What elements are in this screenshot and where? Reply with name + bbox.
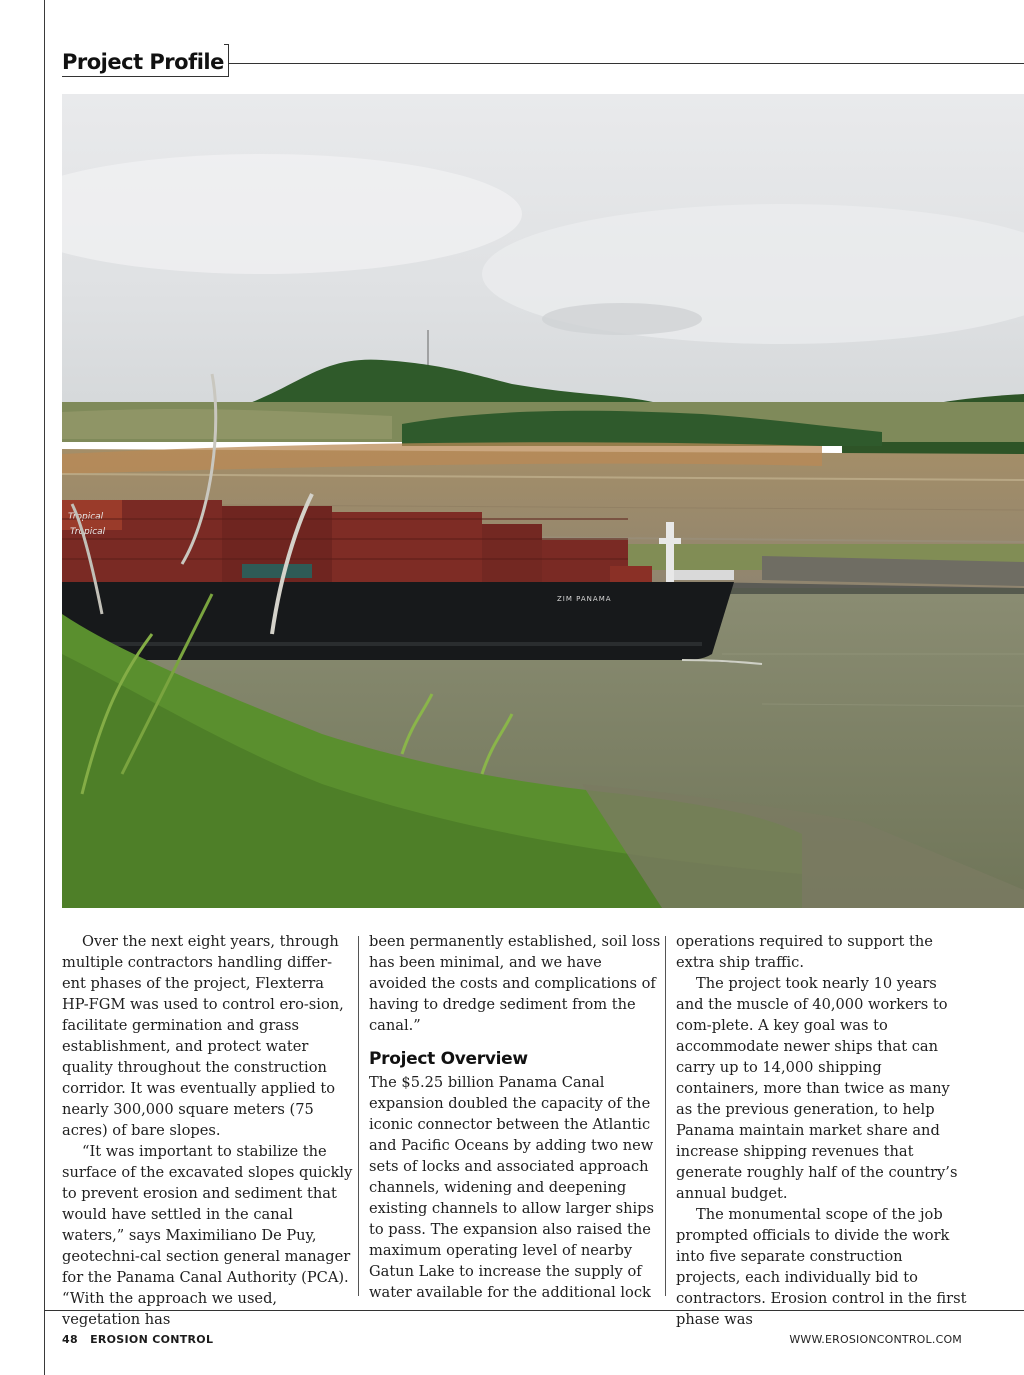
paragraph: The monumental scope of the job prompted officials to divide the work into five separate construction projects, each individually bid to contractors. Erosion control in the first phase was [676, 1206, 967, 1328]
paragraph: The project took nearly 10 years and the muscle of 40,000 workers to com-plete. A key goal was to accommodate newer ships that can carry up to 14,000 shipping containers, more than twice as many as the previous generation, to help Panama maintain market share and increase shipping revenues that generate roughly half of the country’s annual budget. [676, 975, 958, 1202]
column-divider [358, 936, 359, 1296]
left-margin-rule [44, 0, 45, 1375]
page-header [62, 44, 224, 78]
column-divider [665, 936, 666, 1296]
paragraph: operations required to support the extra ship traffic. [676, 933, 933, 971]
paragraph: “It was important to stabilize the surface of the excavated slopes quickly to prevent erosion and sediment that would have settled in the canal waters,” says Maximiliano De Puy, geotechni-cal section general manager for the Panama Canal Authority (PCA). “With the approach we used, vegetation has [62, 1143, 353, 1328]
footer-rule [44, 1310, 1024, 1311]
subheading-project-overview: Project Overview [369, 1049, 528, 1069]
column-3 [676, 931, 968, 1330]
canal-photo-illustration [62, 94, 1024, 908]
page-footer-left [62, 1333, 213, 1346]
publication-name: EROSION CONTROL [90, 1333, 214, 1346]
page-number: 48 [62, 1333, 78, 1346]
ship-hull [62, 582, 734, 660]
column-1 [62, 931, 354, 1330]
paragraph: Over the next eight years, through multiple contractors handling differ-ent phases of the project, Flexterra HP-FGM was used to control ero-sion, facilitate germination and grass establishment, and protect water quality throughout the construction corridor. It was eventually applied to nearly 300,000 square meters (75 acres) of bare slopes. [62, 933, 344, 1139]
ship-name-label: ZIM PANAMA [557, 595, 612, 603]
svg-text:Tropical: Tropical [70, 527, 106, 537]
canal-photo [62, 94, 1024, 908]
ship-mast [666, 522, 674, 582]
header-rule [228, 63, 1024, 64]
svg-text:Tropical: Tropical [68, 512, 104, 522]
column-2 [369, 931, 661, 1303]
section-tab-bracket [224, 44, 229, 77]
paragraph: The $5.25 billion Panama Canal expansion doubled the capacity of the iconic connector between the Atlantic and Pacific Oceans by adding two new sets of locks and associated approach channels, widening and deepening existing channels to allow larger ships to pass. The expansion also raised the maximum operating level of nearby Gatun Lake to increase the supply of water available for the additional lock [369, 1074, 655, 1301]
website-url: WWW.EROSIONCONTROL.COM [789, 1333, 962, 1346]
paragraph: been permanently established, soil loss has been minimal, and we have avoided the costs and complications of having to dredge sediment from the canal.” [369, 933, 661, 1034]
header-underline [62, 76, 228, 77]
section-label: Project Profile [62, 50, 224, 74]
